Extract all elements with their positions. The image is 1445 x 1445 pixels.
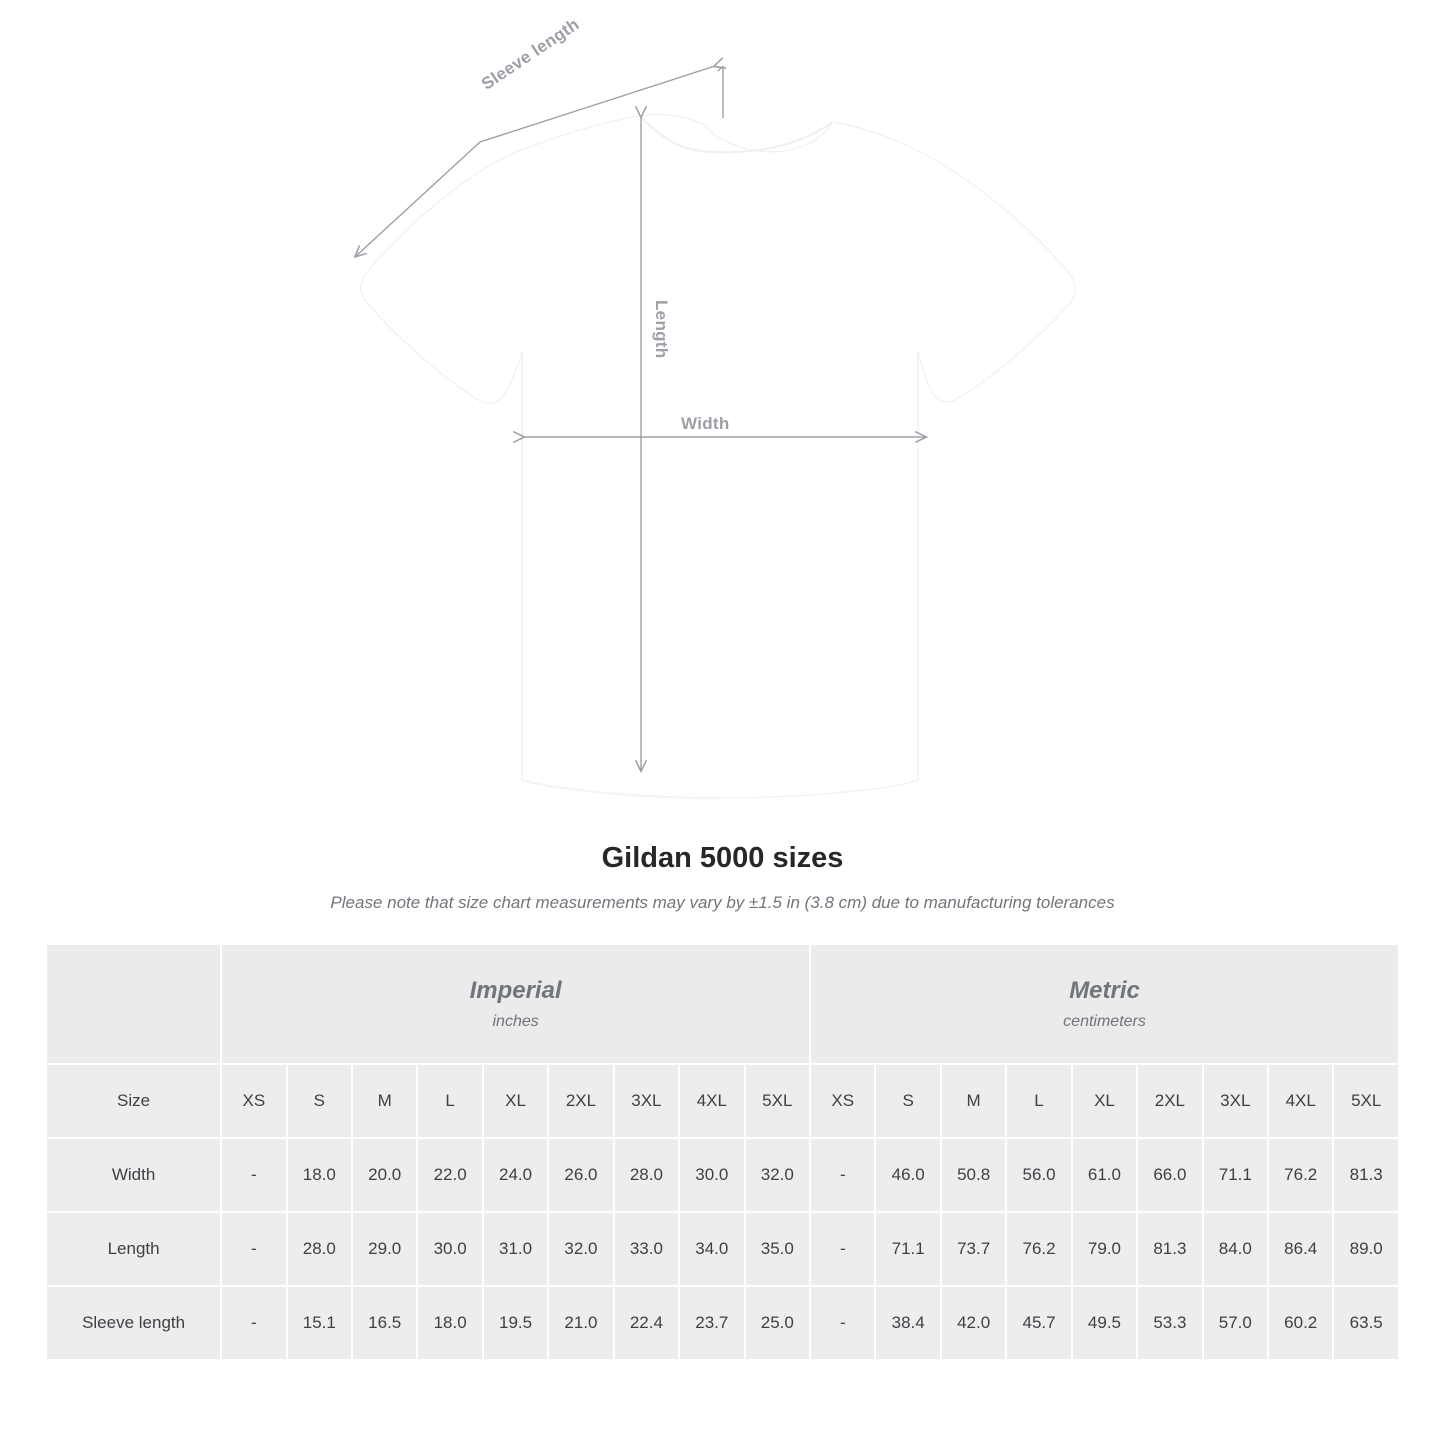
cell-width-metric-3xl: 71.1	[1204, 1139, 1267, 1211]
size-header-imperial-l: L	[418, 1065, 481, 1137]
size-header-imperial-5xl: 5XL	[746, 1065, 810, 1137]
cell-length-metric-m: 73.7	[942, 1213, 1005, 1285]
cell-width-metric-m: 50.8	[942, 1139, 1005, 1211]
cell-sleeve-metric-3xl: 57.0	[1204, 1287, 1267, 1359]
size-header-metric-xl: XL	[1073, 1065, 1136, 1137]
cell-length-metric-l: 76.2	[1007, 1213, 1070, 1285]
size-chart-table-wrap	[45, 943, 1400, 1361]
cell-width-metric-s: 46.0	[876, 1139, 939, 1211]
row-label-width: Width	[47, 1139, 220, 1211]
title-block	[0, 842, 1445, 913]
row-label-length: Length	[47, 1213, 220, 1285]
size-chart-table	[45, 943, 1400, 1361]
unit-header-spacer	[47, 945, 220, 1063]
cell-width-metric-l: 56.0	[1007, 1139, 1070, 1211]
cell-length-metric-s: 71.1	[876, 1213, 939, 1285]
cell-sleeve-metric-m: 42.0	[942, 1287, 1005, 1359]
size-header-metric-s: S	[876, 1065, 939, 1137]
cell-sleeve-metric-xl: 49.5	[1073, 1287, 1136, 1359]
cell-length-imperial-xs: -	[222, 1213, 285, 1285]
cell-width-imperial-3xl: 28.0	[615, 1139, 678, 1211]
cell-sleeve-imperial-xl: 19.5	[484, 1287, 547, 1359]
cell-width-metric-5xl: 81.3	[1334, 1139, 1398, 1211]
unit-sub-imperial: inches	[492, 1013, 539, 1031]
table-row	[47, 1213, 1398, 1285]
size-header-imperial-xs: XS	[222, 1065, 285, 1137]
unit-name-imperial: Imperial	[469, 976, 562, 1004]
size-header-row	[47, 1065, 1398, 1137]
cell-length-imperial-5xl: 35.0	[746, 1213, 810, 1285]
row-label-sleeve-length: Sleeve length	[47, 1287, 220, 1359]
cell-sleeve-imperial-3xl: 22.4	[615, 1287, 678, 1359]
cell-length-imperial-2xl: 32.0	[549, 1213, 612, 1285]
cell-length-metric-xl: 79.0	[1073, 1213, 1136, 1285]
cell-length-metric-3xl: 84.0	[1204, 1213, 1267, 1285]
size-header-imperial-m: M	[353, 1065, 416, 1137]
cell-length-imperial-4xl: 34.0	[680, 1213, 743, 1285]
size-header-metric-3xl: 3XL	[1204, 1065, 1267, 1137]
cell-width-imperial-xl: 24.0	[484, 1139, 547, 1211]
page-title: Gildan 5000 sizes	[601, 842, 844, 874]
cell-length-imperial-l: 30.0	[418, 1213, 481, 1285]
cell-width-metric-4xl: 76.2	[1269, 1139, 1332, 1211]
size-header-imperial-s: S	[288, 1065, 351, 1137]
cell-sleeve-metric-xs: -	[811, 1287, 874, 1359]
cell-length-metric-4xl: 86.4	[1269, 1213, 1332, 1285]
unit-name-metric: Metric	[1069, 976, 1140, 1004]
size-header-metric-m: M	[942, 1065, 1005, 1137]
cell-width-metric-xs: -	[811, 1139, 874, 1211]
cell-width-imperial-l: 22.0	[418, 1139, 481, 1211]
cell-width-imperial-5xl: 32.0	[746, 1139, 810, 1211]
size-header-metric-l: L	[1007, 1065, 1070, 1137]
tolerance-note: Please note that size chart measurements may vary by ±1.5 in (3.8 cm) due to manufacturing tolerances	[330, 893, 1115, 912]
cell-width-metric-2xl: 66.0	[1138, 1139, 1201, 1211]
cell-sleeve-imperial-l: 18.0	[418, 1287, 481, 1359]
cell-sleeve-imperial-xs: -	[222, 1287, 285, 1359]
cell-sleeve-metric-s: 38.4	[876, 1287, 939, 1359]
size-header-metric-4xl: 4XL	[1269, 1065, 1332, 1137]
cell-width-imperial-xs: -	[222, 1139, 285, 1211]
cell-length-imperial-s: 28.0	[288, 1213, 351, 1285]
size-header-imperial-2xl: 2XL	[549, 1065, 612, 1137]
unit-header-metric	[811, 945, 1398, 1063]
cell-sleeve-metric-l: 45.7	[1007, 1287, 1070, 1359]
cell-sleeve-metric-4xl: 60.2	[1269, 1287, 1332, 1359]
cell-length-metric-2xl: 81.3	[1138, 1213, 1201, 1285]
size-header-imperial-4xl: 4XL	[680, 1065, 743, 1137]
unit-sub-metric: centimeters	[1063, 1013, 1146, 1031]
cell-sleeve-imperial-s: 15.1	[288, 1287, 351, 1359]
size-header-metric-xs: XS	[811, 1065, 874, 1137]
unit-header-row	[47, 945, 1398, 1063]
size-header-metric-5xl: 5XL	[1334, 1065, 1398, 1137]
cell-length-metric-5xl: 89.0	[1334, 1213, 1398, 1285]
table-row	[47, 1139, 1398, 1211]
size-header-imperial-3xl: 3XL	[615, 1065, 678, 1137]
cell-sleeve-imperial-4xl: 23.7	[680, 1287, 743, 1359]
width-label: Width	[681, 414, 730, 433]
size-header-label: Size	[47, 1065, 220, 1137]
unit-header-imperial	[222, 945, 809, 1063]
table-row	[47, 1287, 1398, 1359]
sleeve-length-label: Sleeve length	[478, 14, 583, 94]
cell-length-metric-xs: -	[811, 1213, 874, 1285]
cell-width-imperial-4xl: 30.0	[680, 1139, 743, 1211]
cell-width-imperial-m: 20.0	[353, 1139, 416, 1211]
cell-sleeve-imperial-5xl: 25.0	[746, 1287, 810, 1359]
size-header-imperial-xl: XL	[484, 1065, 547, 1137]
cell-sleeve-imperial-m: 16.5	[353, 1287, 416, 1359]
cell-length-imperial-m: 29.0	[353, 1213, 416, 1285]
cell-sleeve-imperial-2xl: 21.0	[549, 1287, 612, 1359]
cell-width-metric-xl: 61.0	[1073, 1139, 1136, 1211]
cell-width-imperial-2xl: 26.0	[549, 1139, 612, 1211]
cell-length-imperial-3xl: 33.0	[615, 1213, 678, 1285]
cell-length-imperial-xl: 31.0	[484, 1213, 547, 1285]
length-label: Length	[652, 300, 671, 359]
tshirt-shape	[361, 114, 1076, 798]
size-header-metric-2xl: 2XL	[1138, 1065, 1201, 1137]
cell-sleeve-metric-2xl: 53.3	[1138, 1287, 1201, 1359]
cell-sleeve-metric-5xl: 63.5	[1334, 1287, 1398, 1359]
cell-width-imperial-s: 18.0	[288, 1139, 351, 1211]
